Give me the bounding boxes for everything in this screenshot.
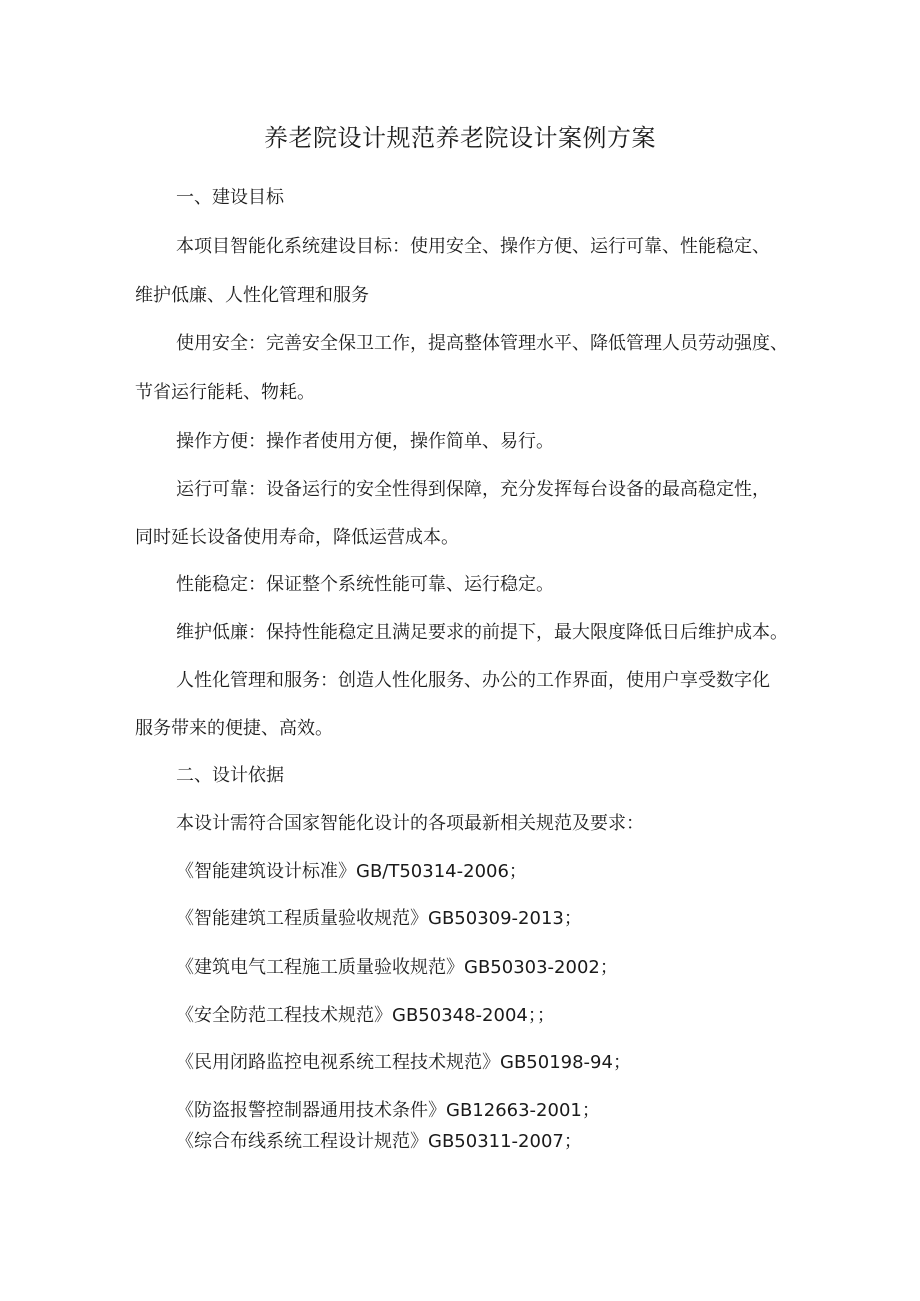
paragraph-reliability-line1: 运行可靠：设备运行的安全性得到保障，充分发挥每台设备的最高稳定性， xyxy=(176,479,770,500)
reference-item: 《安全防范工程技术规范》GB50348-2004；； xyxy=(176,1005,555,1026)
reference-item: 《智能建筑设计标准》GB/T50314-2006； xyxy=(176,861,527,882)
paragraph-goals-intro-line1: 本项目智能化系统建设目标：使用安全、操作方便、运行可靠、性能稳定、 xyxy=(176,236,770,257)
paragraph-safety-line2: 节省运行能耗、物耗。 xyxy=(135,382,315,403)
paragraph-design-basis-intro: 本设计需符合国家智能化设计的各项最新相关规范及要求： xyxy=(176,813,644,834)
reference-item: 《智能建筑工程质量验收规范》GB50309-2013； xyxy=(176,908,582,929)
paragraph-humanized-line1: 人性化管理和服务：创造人性化服务、办公的工作界面，使用户享受数字化 xyxy=(176,670,770,691)
document-title: 养老院设计规范养老院设计案例方案 xyxy=(264,124,656,152)
section-heading-design-basis: 二、设计依据 xyxy=(176,765,284,786)
reference-item: 《建筑电气工程施工质量验收规范》GB50303-2002； xyxy=(176,957,618,978)
paragraph-humanized-line2: 服务带来的便捷、高效。 xyxy=(135,718,333,739)
paragraph-safety-line1: 使用安全：完善安全保卫工作，提高整体管理水平、降低管理人员劳动强度、 xyxy=(176,333,788,354)
paragraph-reliability-line2: 同时延长设备使用寿命，降低运营成本。 xyxy=(135,527,459,548)
reference-item: 《防盗报警控制器通用技术条件》GB12663-2001； xyxy=(176,1100,600,1121)
paragraph-goals-intro-line2: 维护低廉、人性化管理和服务 xyxy=(135,285,369,306)
paragraph-maintenance: 维护低廉：保持性能稳定且满足要求的前提下，最大限度降低日后维护成本。 xyxy=(176,622,788,643)
reference-item: 《综合布线系统工程设计规范》GB50311-2007； xyxy=(176,1131,582,1152)
paragraph-stability: 性能稳定：保证整个系统性能可靠、运行稳定。 xyxy=(176,574,554,595)
section-heading-goals: 一、建设目标 xyxy=(176,187,284,208)
reference-item: 《民用闭路监控电视系统工程技术规范》GB50198-94； xyxy=(176,1052,631,1073)
paragraph-convenience: 操作方便：操作者使用方便，操作简单、易行。 xyxy=(176,431,554,452)
